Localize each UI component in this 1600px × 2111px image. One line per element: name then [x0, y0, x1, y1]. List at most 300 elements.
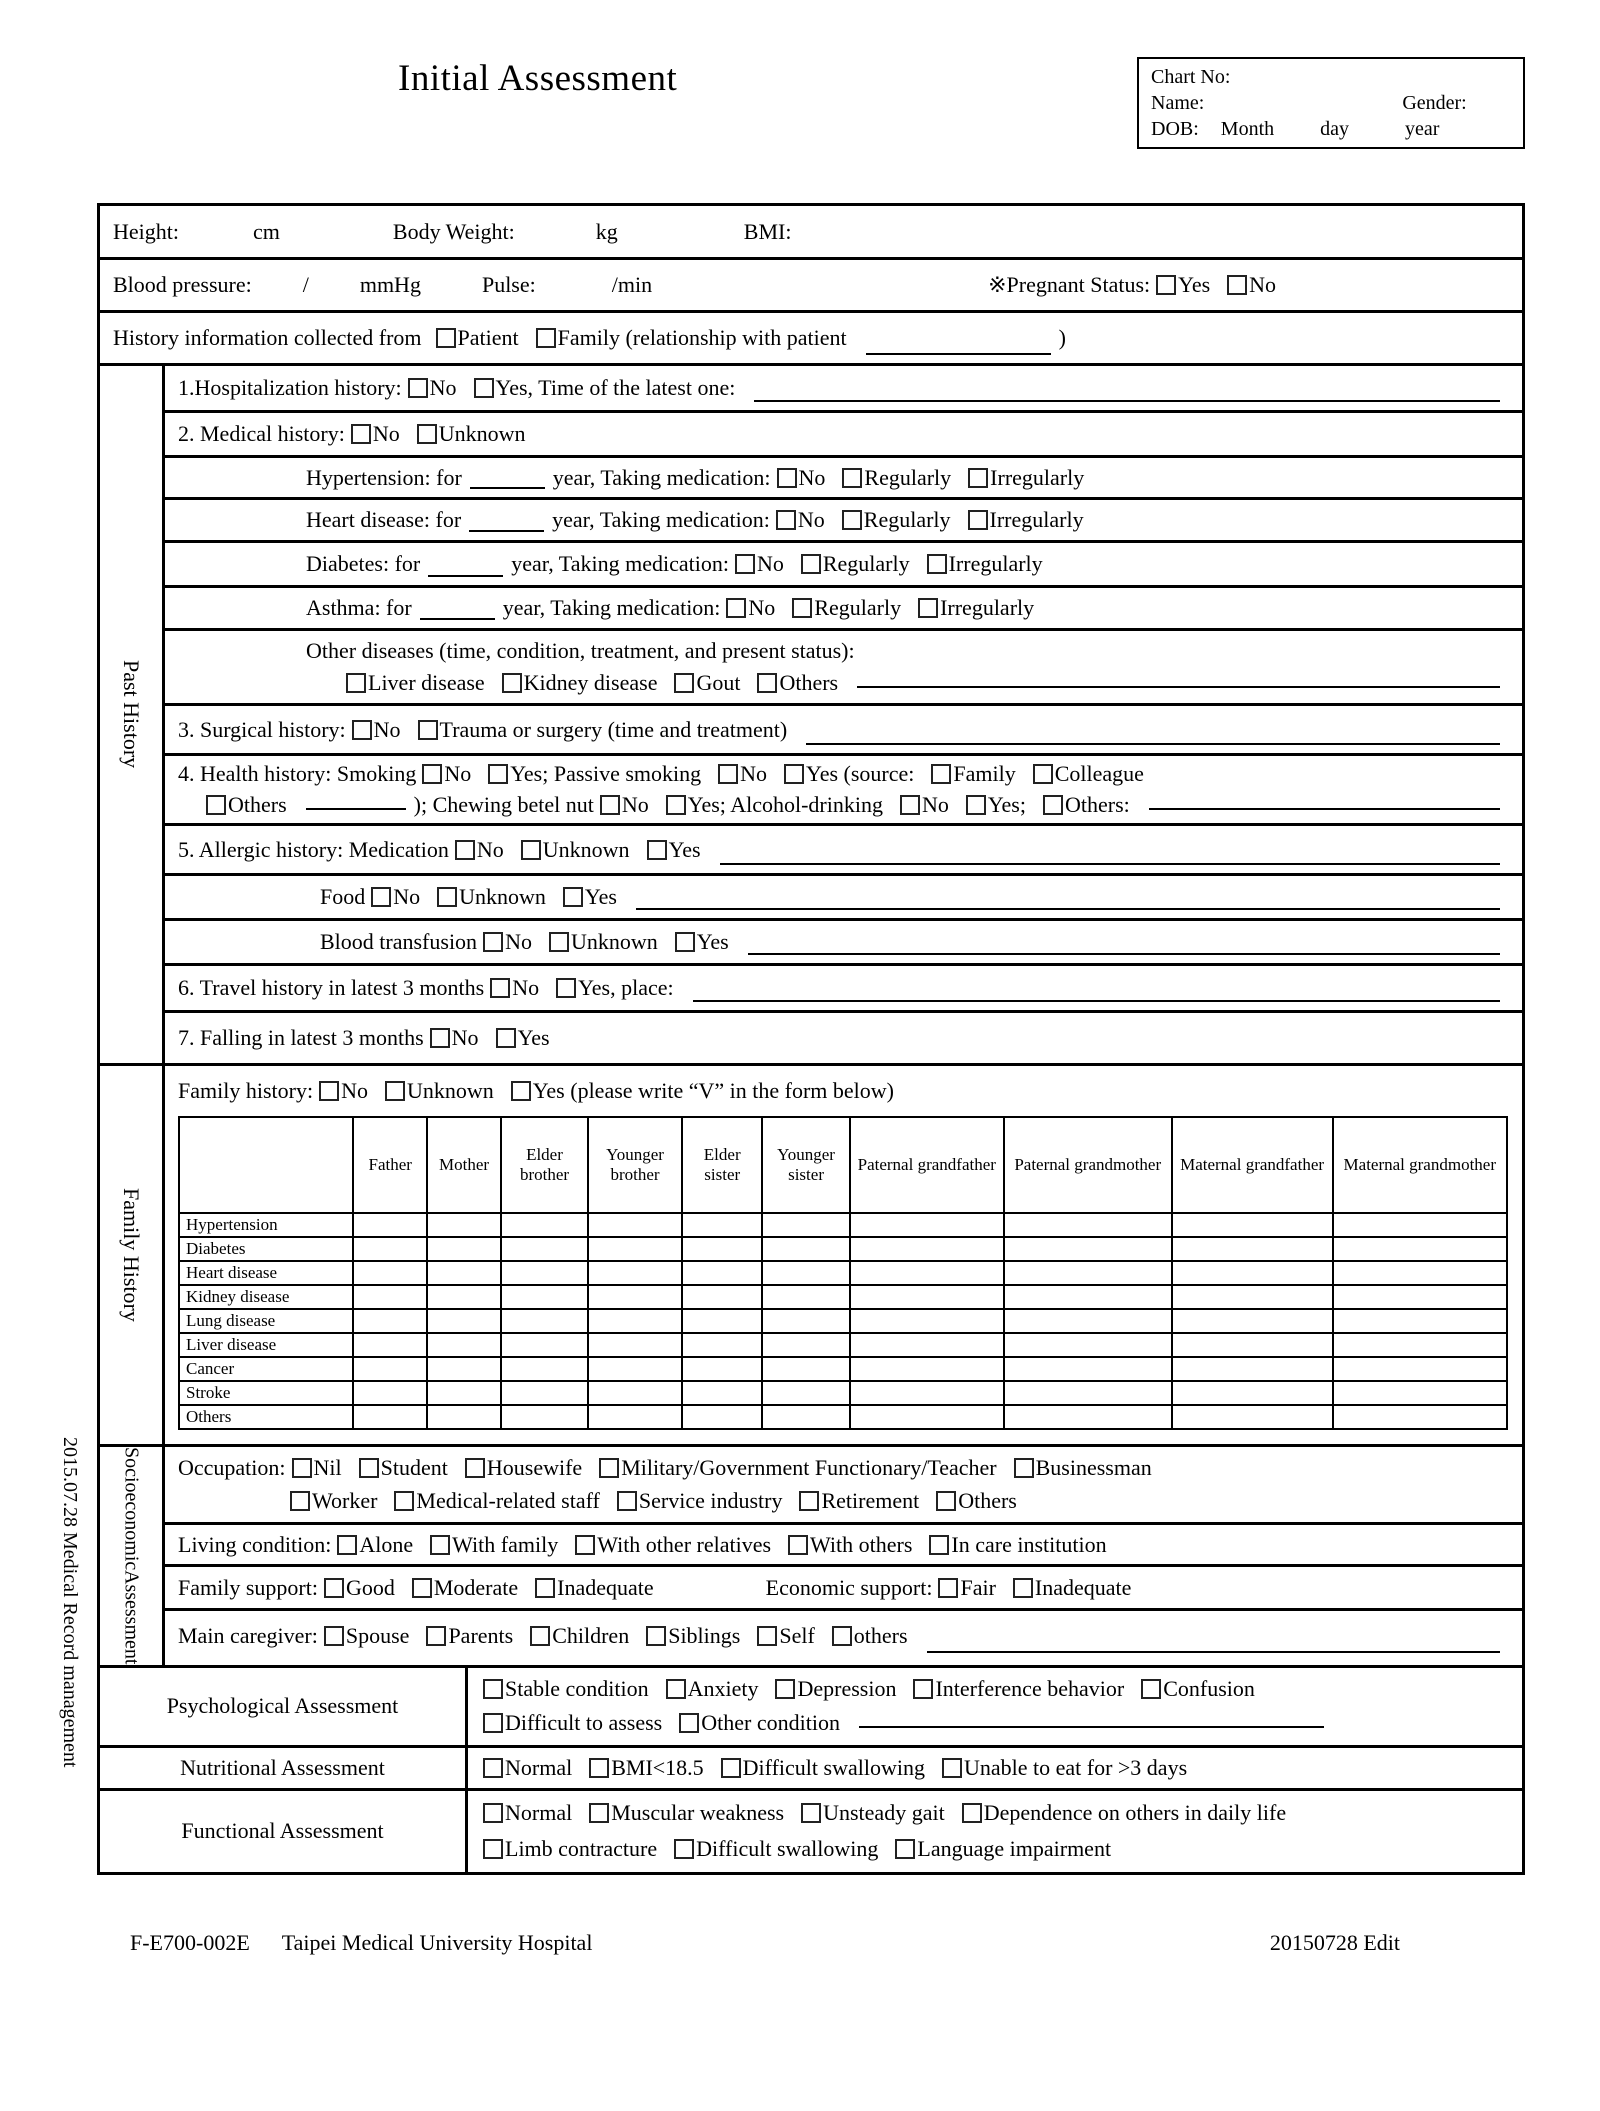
checkbox-icon[interactable] [799, 1491, 819, 1511]
family-table-cell[interactable] [1004, 1213, 1172, 1237]
family-table-cell[interactable] [850, 1213, 1004, 1237]
family-table-cell[interactable] [762, 1333, 849, 1357]
fill-in-blank[interactable] [428, 559, 503, 577]
checkbox-option[interactable] [927, 551, 1043, 577]
family-table-cell[interactable] [1004, 1309, 1172, 1333]
family-table-cell[interactable] [1333, 1285, 1507, 1309]
checkbox-option[interactable] [801, 551, 910, 577]
family-table-cell[interactable] [501, 1357, 588, 1381]
checkbox-option[interactable] [417, 421, 526, 447]
checkbox-option[interactable] [832, 1623, 908, 1649]
checkbox-option[interactable] [496, 1025, 550, 1051]
family-table-cell[interactable] [682, 1405, 762, 1429]
family-table-cell[interactable] [588, 1357, 682, 1381]
checkbox-icon[interactable] [788, 1535, 808, 1555]
checkbox-option[interactable] [931, 761, 1015, 787]
checkbox-option[interactable] [483, 929, 532, 955]
family-table-cell[interactable] [501, 1333, 588, 1357]
checkbox-icon[interactable] [792, 598, 812, 618]
checkbox-option[interactable] [426, 1623, 513, 1649]
checkbox-icon[interactable] [290, 1491, 310, 1511]
checkbox-icon[interactable] [842, 510, 862, 530]
checkbox-icon[interactable] [1013, 1578, 1033, 1598]
checkbox-icon[interactable] [352, 720, 372, 740]
checkbox-icon[interactable] [455, 840, 475, 860]
fill-in-blank[interactable] [1149, 792, 1500, 810]
checkbox-option[interactable] [1156, 272, 1210, 298]
checkbox-icon[interactable] [437, 887, 457, 907]
checkbox-icon[interactable] [1141, 1679, 1161, 1699]
checkbox-icon[interactable] [371, 887, 391, 907]
checkbox-icon[interactable] [324, 1578, 344, 1598]
family-table-cell[interactable] [427, 1285, 501, 1309]
checkbox-option[interactable] [436, 325, 519, 351]
family-table-cell[interactable] [353, 1357, 427, 1381]
checkbox-icon[interactable] [675, 932, 695, 952]
family-table-cell[interactable] [1004, 1237, 1172, 1261]
family-table-cell[interactable] [682, 1333, 762, 1357]
family-table-cell[interactable] [501, 1237, 588, 1261]
checkbox-icon[interactable] [775, 1679, 795, 1699]
checkbox-option[interactable] [455, 837, 504, 863]
checkbox-option[interactable] [549, 929, 658, 955]
checkbox-icon[interactable] [784, 764, 804, 784]
checkbox-option[interactable] [290, 1488, 377, 1514]
checkbox-icon[interactable] [417, 424, 437, 444]
checkbox-option[interactable] [589, 1800, 784, 1826]
family-table-cell[interactable] [427, 1333, 501, 1357]
checkbox-icon[interactable] [483, 1758, 503, 1778]
checkbox-option[interactable] [647, 837, 701, 863]
checkbox-option[interactable] [1141, 1676, 1255, 1702]
family-table-cell[interactable] [1172, 1333, 1333, 1357]
family-table-cell[interactable] [682, 1237, 762, 1261]
checkbox-option[interactable] [675, 929, 729, 955]
checkbox-icon[interactable] [757, 673, 777, 693]
checkbox-icon[interactable] [511, 1081, 531, 1101]
family-table-cell[interactable] [501, 1381, 588, 1405]
family-table-cell[interactable] [682, 1261, 762, 1285]
family-table-cell[interactable] [682, 1285, 762, 1309]
checkbox-icon[interactable] [721, 1758, 741, 1778]
checkbox-icon[interactable] [666, 1679, 686, 1699]
checkbox-option[interactable] [962, 1800, 1286, 1826]
checkbox-option[interactable] [474, 375, 736, 401]
family-table-cell[interactable] [501, 1213, 588, 1237]
checkbox-icon[interactable] [589, 1803, 609, 1823]
checkbox-option[interactable] [918, 595, 1034, 621]
checkbox-icon[interactable] [679, 1713, 699, 1733]
checkbox-icon[interactable] [319, 1081, 339, 1101]
checkbox-icon[interactable] [483, 932, 503, 952]
fill-in-blank[interactable] [748, 937, 1500, 955]
checkbox-option[interactable] [600, 792, 649, 818]
checkbox-option[interactable] [324, 1623, 410, 1649]
checkbox-icon[interactable] [674, 1839, 694, 1859]
checkbox-option[interactable] [1033, 761, 1144, 787]
checkbox-option[interactable] [599, 1455, 996, 1481]
checkbox-option[interactable] [535, 1575, 654, 1601]
family-table-cell[interactable] [353, 1309, 427, 1333]
family-table-cell[interactable] [762, 1381, 849, 1405]
checkbox-icon[interactable] [430, 1535, 450, 1555]
family-table-cell[interactable] [1004, 1357, 1172, 1381]
checkbox-icon[interactable] [968, 510, 988, 530]
checkbox-icon[interactable] [647, 840, 667, 860]
family-table-cell[interactable] [501, 1261, 588, 1285]
checkbox-option[interactable] [1227, 272, 1276, 298]
checkbox-option[interactable] [337, 1532, 413, 1558]
checkbox-option[interactable] [351, 421, 400, 447]
checkbox-icon[interactable] [599, 1458, 619, 1478]
checkbox-option[interactable] [1043, 792, 1130, 818]
family-table-cell[interactable] [427, 1405, 501, 1429]
family-table-cell[interactable] [762, 1213, 849, 1237]
checkbox-icon[interactable] [646, 1626, 666, 1646]
checkbox-option[interactable] [735, 551, 784, 577]
checkbox-icon[interactable] [600, 795, 620, 815]
checkbox-icon[interactable] [430, 1028, 450, 1048]
checkbox-option[interactable] [511, 1078, 894, 1104]
checkbox-option[interactable] [536, 325, 847, 351]
checkbox-icon[interactable] [436, 328, 456, 348]
checkbox-icon[interactable] [918, 598, 938, 618]
checkbox-icon[interactable] [474, 378, 494, 398]
checkbox-icon[interactable] [563, 887, 583, 907]
family-table-cell[interactable] [588, 1285, 682, 1309]
family-table-cell[interactable] [427, 1213, 501, 1237]
checkbox-option[interactable] [483, 1800, 572, 1826]
checkbox-icon[interactable] [942, 1758, 962, 1778]
family-table-cell[interactable] [762, 1285, 849, 1309]
checkbox-option[interactable] [563, 884, 617, 910]
family-table-cell[interactable] [850, 1357, 1004, 1381]
checkbox-option[interactable] [799, 1488, 919, 1514]
family-table-cell[interactable] [353, 1285, 427, 1309]
family-table-cell[interactable] [427, 1381, 501, 1405]
checkbox-option[interactable] [968, 465, 1084, 491]
checkbox-icon[interactable] [1043, 795, 1063, 815]
checkbox-option[interactable] [465, 1455, 582, 1481]
family-table-cell[interactable] [1172, 1309, 1333, 1333]
checkbox-option[interactable] [385, 1078, 494, 1104]
checkbox-option[interactable] [575, 1532, 771, 1558]
checkbox-option[interactable] [757, 1623, 814, 1649]
checkbox-icon[interactable] [536, 328, 556, 348]
family-table-cell[interactable] [1333, 1237, 1507, 1261]
family-table-cell[interactable] [1004, 1333, 1172, 1357]
checkbox-option[interactable] [666, 1676, 759, 1702]
checkbox-option[interactable] [757, 670, 838, 696]
checkbox-option[interactable] [206, 792, 287, 818]
checkbox-option[interactable] [617, 1488, 783, 1514]
checkbox-icon[interactable] [292, 1458, 312, 1478]
fill-in-blank[interactable] [866, 337, 1051, 355]
checkbox-option[interactable] [352, 717, 401, 743]
checkbox-icon[interactable] [496, 1028, 516, 1048]
family-table-cell[interactable] [588, 1261, 682, 1285]
checkbox-option[interactable] [842, 507, 951, 533]
checkbox-icon[interactable] [337, 1535, 357, 1555]
family-table-cell[interactable] [850, 1309, 1004, 1333]
checkbox-option[interactable] [674, 670, 740, 696]
checkbox-icon[interactable] [408, 378, 428, 398]
checkbox-option[interactable] [371, 884, 420, 910]
checkbox-option[interactable] [502, 670, 658, 696]
family-table-cell[interactable] [1172, 1405, 1333, 1429]
checkbox-option[interactable] [483, 1710, 662, 1736]
checkbox-option[interactable] [666, 792, 883, 818]
checkbox-icon[interactable] [801, 1803, 821, 1823]
checkbox-option[interactable] [483, 1755, 572, 1781]
checkbox-icon[interactable] [777, 468, 797, 488]
family-table-cell[interactable] [682, 1381, 762, 1405]
checkbox-icon[interactable] [346, 673, 366, 693]
family-table-cell[interactable] [353, 1381, 427, 1405]
checkbox-option[interactable] [488, 761, 701, 787]
family-table-cell[interactable] [1333, 1333, 1507, 1357]
checkbox-icon[interactable] [556, 978, 576, 998]
fill-in-blank[interactable] [636, 892, 1500, 910]
family-table-cell[interactable] [850, 1261, 1004, 1285]
family-table-cell[interactable] [588, 1237, 682, 1261]
checkbox-option[interactable] [521, 837, 630, 863]
family-table-cell[interactable] [501, 1405, 588, 1429]
checkbox-option[interactable] [346, 670, 485, 696]
family-table-cell[interactable] [762, 1405, 849, 1429]
checkbox-icon[interactable] [936, 1491, 956, 1511]
family-table-cell[interactable] [588, 1333, 682, 1357]
checkbox-option[interactable] [726, 595, 775, 621]
checkbox-icon[interactable] [483, 1839, 503, 1859]
checkbox-option[interactable] [483, 1676, 649, 1702]
checkbox-icon[interactable] [666, 795, 686, 815]
checkbox-icon[interactable] [1033, 764, 1053, 784]
family-table-cell[interactable] [501, 1309, 588, 1333]
family-table-cell[interactable] [1004, 1261, 1172, 1285]
checkbox-icon[interactable] [927, 554, 947, 574]
family-table-cell[interactable] [588, 1405, 682, 1429]
family-table-cell[interactable] [353, 1237, 427, 1261]
fill-in-blank[interactable] [470, 471, 545, 489]
checkbox-icon[interactable] [735, 554, 755, 574]
family-table-cell[interactable] [850, 1285, 1004, 1309]
checkbox-icon[interactable] [895, 1839, 915, 1859]
fill-in-blank[interactable] [693, 984, 1500, 1002]
checkbox-option[interactable] [319, 1078, 368, 1104]
checkbox-icon[interactable] [394, 1491, 414, 1511]
checkbox-icon[interactable] [490, 978, 510, 998]
fill-in-blank[interactable] [306, 792, 406, 810]
checkbox-option[interactable] [718, 761, 767, 787]
checkbox-option[interactable] [490, 975, 539, 1001]
checkbox-icon[interactable] [900, 795, 920, 815]
checkbox-icon[interactable] [422, 764, 442, 784]
family-table-cell[interactable] [1333, 1357, 1507, 1381]
family-table-cell[interactable] [427, 1237, 501, 1261]
fill-in-blank[interactable] [806, 727, 1500, 745]
checkbox-icon[interactable] [549, 932, 569, 952]
checkbox-icon[interactable] [418, 720, 438, 740]
family-table-cell[interactable] [1333, 1213, 1507, 1237]
family-table-cell[interactable] [588, 1381, 682, 1405]
checkbox-option[interactable] [530, 1623, 629, 1649]
family-table-cell[interactable] [762, 1237, 849, 1261]
checkbox-icon[interactable] [385, 1081, 405, 1101]
family-table-cell[interactable] [1333, 1309, 1507, 1333]
checkbox-option[interactable] [408, 375, 457, 401]
family-table-cell[interactable] [427, 1261, 501, 1285]
family-table-cell[interactable] [1004, 1405, 1172, 1429]
fill-in-blank[interactable] [469, 514, 544, 532]
checkbox-icon[interactable] [575, 1535, 595, 1555]
checkbox-icon[interactable] [1014, 1458, 1034, 1478]
family-table-cell[interactable] [850, 1405, 1004, 1429]
checkbox-option[interactable] [900, 792, 949, 818]
checkbox-option[interactable] [418, 717, 788, 743]
checkbox-icon[interactable] [359, 1458, 379, 1478]
checkbox-icon[interactable] [776, 510, 796, 530]
checkbox-option[interactable] [646, 1623, 740, 1649]
checkbox-icon[interactable] [206, 795, 226, 815]
fill-in-blank[interactable] [720, 847, 1500, 865]
checkbox-option[interactable] [422, 761, 471, 787]
checkbox-icon[interactable] [962, 1803, 982, 1823]
checkbox-icon[interactable] [617, 1491, 637, 1511]
fill-in-blank[interactable] [420, 602, 495, 620]
checkbox-icon[interactable] [801, 554, 821, 574]
family-table-cell[interactable] [1172, 1237, 1333, 1261]
checkbox-option[interactable] [359, 1455, 448, 1481]
checkbox-icon[interactable] [535, 1578, 555, 1598]
family-table-cell[interactable] [1172, 1261, 1333, 1285]
checkbox-icon[interactable] [938, 1578, 958, 1598]
fill-in-blank[interactable] [927, 1635, 1500, 1653]
checkbox-icon[interactable] [483, 1713, 503, 1733]
checkbox-option[interactable] [1014, 1455, 1152, 1481]
family-table-cell[interactable] [762, 1261, 849, 1285]
fill-in-blank[interactable] [859, 1710, 1324, 1728]
checkbox-option[interactable] [430, 1025, 479, 1051]
checkbox-option[interactable] [938, 1575, 995, 1601]
checkbox-icon[interactable] [913, 1679, 933, 1699]
checkbox-icon[interactable] [929, 1535, 949, 1555]
checkbox-icon[interactable] [1156, 275, 1176, 295]
checkbox-option[interactable] [679, 1710, 840, 1736]
family-table-cell[interactable] [353, 1333, 427, 1357]
family-table-cell[interactable] [682, 1213, 762, 1237]
family-table-cell[interactable] [588, 1213, 682, 1237]
checkbox-icon[interactable] [412, 1578, 432, 1598]
family-table-cell[interactable] [1333, 1261, 1507, 1285]
fill-in-blank[interactable] [754, 384, 1500, 402]
family-table-cell[interactable] [762, 1357, 849, 1381]
family-table-cell[interactable] [427, 1309, 501, 1333]
checkbox-option[interactable] [801, 1800, 945, 1826]
checkbox-icon[interactable] [502, 673, 522, 693]
checkbox-option[interactable] [1013, 1575, 1132, 1601]
checkbox-option[interactable] [784, 761, 914, 787]
checkbox-option[interactable] [324, 1575, 395, 1601]
checkbox-option[interactable] [913, 1676, 1124, 1702]
checkbox-option[interactable] [777, 465, 826, 491]
checkbox-icon[interactable] [842, 468, 862, 488]
checkbox-option[interactable] [394, 1488, 599, 1514]
checkbox-option[interactable] [936, 1488, 1017, 1514]
checkbox-icon[interactable] [483, 1679, 503, 1699]
checkbox-icon[interactable] [426, 1626, 446, 1646]
family-table-cell[interactable] [501, 1285, 588, 1309]
checkbox-option[interactable] [966, 792, 1026, 818]
family-table-cell[interactable] [850, 1333, 1004, 1357]
family-table-cell[interactable] [1004, 1381, 1172, 1405]
checkbox-option[interactable] [437, 884, 546, 910]
checkbox-icon[interactable] [521, 840, 541, 860]
checkbox-option[interactable] [895, 1836, 1111, 1862]
checkbox-option[interactable] [721, 1755, 925, 1781]
checkbox-option[interactable] [942, 1755, 1187, 1781]
checkbox-option[interactable] [968, 507, 1084, 533]
family-table-cell[interactable] [588, 1309, 682, 1333]
checkbox-icon[interactable] [718, 764, 738, 784]
family-table-cell[interactable] [850, 1237, 1004, 1261]
fill-in-blank[interactable] [857, 670, 1500, 688]
checkbox-option[interactable] [556, 975, 674, 1001]
family-table-cell[interactable] [353, 1261, 427, 1285]
family-table-cell[interactable] [427, 1357, 501, 1381]
family-table-cell[interactable] [353, 1405, 427, 1429]
family-table-cell[interactable] [1172, 1213, 1333, 1237]
checkbox-icon[interactable] [324, 1626, 344, 1646]
checkbox-icon[interactable] [832, 1626, 852, 1646]
checkbox-icon[interactable] [483, 1803, 503, 1823]
checkbox-option[interactable] [412, 1575, 518, 1601]
checkbox-option[interactable] [775, 1676, 896, 1702]
checkbox-option[interactable] [674, 1836, 878, 1862]
checkbox-option[interactable] [792, 595, 901, 621]
checkbox-icon[interactable] [589, 1758, 609, 1778]
checkbox-option[interactable] [430, 1532, 558, 1558]
family-table-cell[interactable] [1172, 1285, 1333, 1309]
family-table-cell[interactable] [1004, 1285, 1172, 1309]
checkbox-option[interactable] [776, 507, 825, 533]
family-table-cell[interactable] [1333, 1381, 1507, 1405]
checkbox-icon[interactable] [757, 1626, 777, 1646]
family-table-cell[interactable] [1333, 1405, 1507, 1429]
family-table-cell[interactable] [682, 1309, 762, 1333]
checkbox-icon[interactable] [488, 764, 508, 784]
family-table-cell[interactable] [1172, 1357, 1333, 1381]
checkbox-icon[interactable] [674, 673, 694, 693]
checkbox-icon[interactable] [530, 1626, 550, 1646]
checkbox-icon[interactable] [968, 468, 988, 488]
checkbox-icon[interactable] [966, 795, 986, 815]
checkbox-option[interactable] [842, 465, 951, 491]
checkbox-icon[interactable] [465, 1458, 485, 1478]
checkbox-icon[interactable] [1227, 275, 1247, 295]
family-table-cell[interactable] [682, 1357, 762, 1381]
family-table-cell[interactable] [762, 1309, 849, 1333]
checkbox-option[interactable] [788, 1532, 912, 1558]
checkbox-option[interactable] [589, 1755, 703, 1781]
family-table-cell[interactable] [850, 1381, 1004, 1405]
checkbox-icon[interactable] [351, 424, 371, 444]
family-table-cell[interactable] [1172, 1381, 1333, 1405]
checkbox-icon[interactable] [726, 598, 746, 618]
family-table-cell[interactable] [353, 1213, 427, 1237]
checkbox-option[interactable] [292, 1455, 342, 1481]
checkbox-icon[interactable] [931, 764, 951, 784]
